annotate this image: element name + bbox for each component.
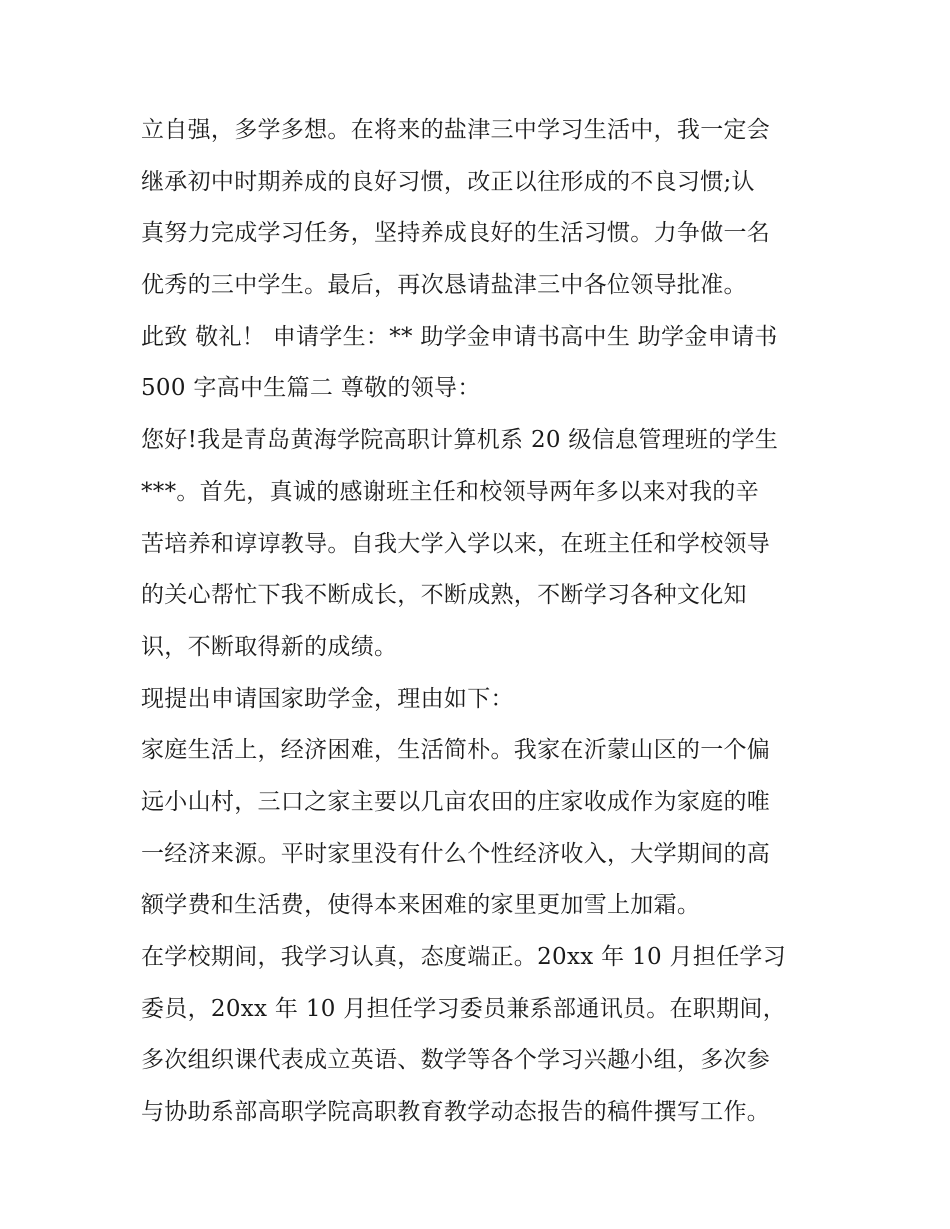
text-line: 识，不断取得新的成绩。 (141, 633, 398, 660)
text-line: 的关心帮忙下我不断成长，不断成熟，不断学习各种文化知 (141, 582, 747, 609)
text-line: 苦培养和谆谆教导。自我大学入学以来，在班主任和学校领导 (141, 530, 771, 557)
text-line: 真努力完成学习任务，坚持养成良好的生活习惯。力争做一名 (141, 220, 771, 247)
text-line: 家庭生活上，经济困难，生活简朴。我家在沂蒙山区的一个偏 (141, 737, 771, 764)
text-line: 立自强，多学多想。在将来的盐津三中学习生活中，我一定会 (141, 117, 771, 143)
body-text (141, 105, 821, 1139)
text-line: 额学费和生活费，使得本来困难的家里更加雪上加霜。 (141, 892, 701, 919)
text-line: 此致 敬礼！ 申请学生：** 助学金申请书高中生 助学金申请书 (141, 323, 778, 350)
text-line: ***。首先，真诚的感谢班主任和校领导两年多以来对我的辛 (141, 478, 759, 505)
text-line: 500 字高中生篇二 尊敬的领导： (141, 375, 481, 402)
text-line: 一经济来源。平时家里没有什么个性经济收入，大学期间的高 (141, 840, 771, 867)
text-line: 委员，20xx 年 10 月担任学习委员兼系部通讯员。在职期间， (141, 995, 787, 1022)
text-line: 继承初中时期养成的良好习惯，改正以往形成的不良习惯;认 (141, 168, 755, 195)
text-line: 远小山村，三口之家主要以几亩农田的庄家收成作为家庭的唯 (141, 788, 771, 815)
text-line: 在学校期间，我学习认真，态度端正。20xx 年 10 月担任学习 (141, 944, 787, 970)
text-line: 多次组织课代表成立英语、数学等各个学习兴趣小组，多次参 (141, 1047, 771, 1074)
text-line: 优秀的三中学生。最后，再次恳请盐津三中各位领导批准。 (141, 272, 747, 299)
text-line: 您好!我是青岛黄海学院高职计算机系 20 级信息管理班的学生 (141, 427, 779, 454)
text-line: 与协助系部高职学院高职教育教学动态报告的稿件撰写工作。 (141, 1099, 771, 1126)
text-line: 现提出申请国家助学金，理由如下： (141, 685, 514, 712)
